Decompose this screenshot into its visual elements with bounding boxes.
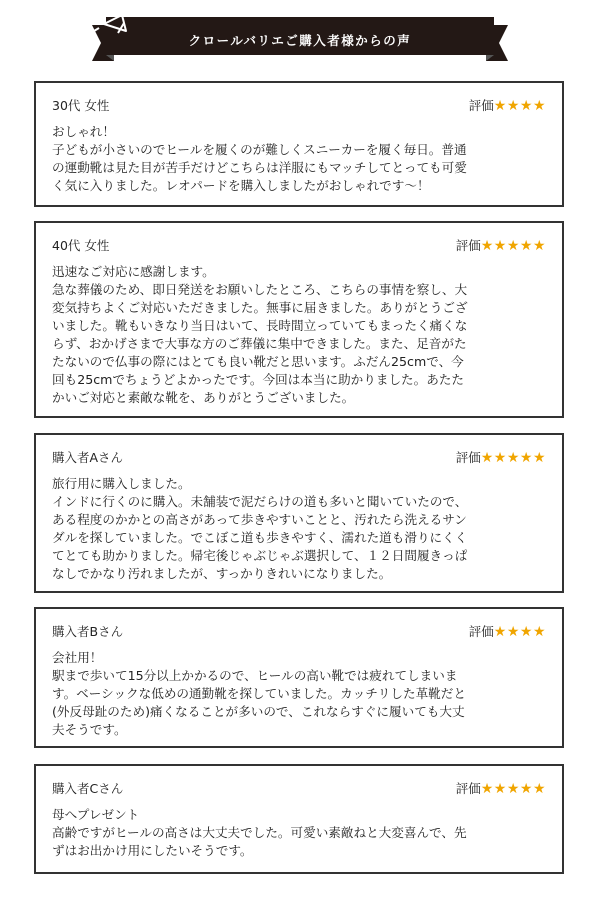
review-line: なしでかなり汚れましたが、すっかりきれいになりました。 [52,566,392,581]
star-rating-icon: ★★★★★ [480,781,546,797]
star-rating-icon: ★★★★ [493,624,546,640]
rating [456,236,546,254]
review-text [52,649,550,739]
rating-label: 評価 [455,238,481,253]
review-headline: 会社用！ [52,650,103,665]
review-line: たないので仏事の際にはとても良い靴だと思います。ふだん25cmで、今 [52,354,464,369]
reviewer-name: 購入者Bさん [52,624,124,639]
review-text [52,806,550,860]
review-card [34,81,564,207]
review-text [52,123,550,195]
review-card [34,433,564,593]
review-card [34,221,564,418]
review-card [34,764,564,874]
section-banner [92,11,508,67]
star-rating-icon: ★★★★ [493,98,546,114]
review-headline: おしゃれ！ [52,124,115,139]
review-text [52,475,550,583]
review-line: の運動靴は見た目が苦手だけどこちらは洋服にもマッチしてとっても可愛 [52,160,467,175]
rating-label: 評価 [455,450,481,465]
review-line: く気に入りました。レオパードを購入しましたがおしゃれです～！ [52,178,430,193]
review-line: かいご対応と素敵な靴を、ありがとうございました。 [52,390,355,405]
rating-label: 評価 [468,98,494,113]
rating [469,622,546,640]
review-text [52,263,550,407]
review-line: ずはお出かけ用にしたいそうです。 [52,843,253,858]
review-line: 夫そうです。 [52,722,127,737]
rating-label: 評価 [468,624,494,639]
rating [456,779,546,797]
review-line: ある程度のかかとの高さがあって歩きやすいことと、汚れたら洗えるサン [52,512,467,527]
review-line: 回も25cmでちょうどよかったです。今回は本当に助かりました。あたた [52,372,465,387]
reviewer-name: 30代 女性 [52,98,110,113]
reviewer-name: 購入者Cさん [52,781,124,796]
review-line: 高齢ですがヒールの高さは大丈夫でした。可愛い素敵ねと大変喜んで、先 [52,825,467,840]
banner-title: クロールバリエご購入者様からの声 [188,33,412,48]
review-line: インドに行くのに購入。未舗装で泥だらけの道も多いと聞いていたので、 [52,494,468,509]
review-line: ダルを探していました。でこぼこ道も歩きやすく、濡れた道も滑りにくく [52,530,468,545]
rating [469,96,546,114]
review-headline: 母へプレゼント [52,807,140,822]
review-line: 急な葬儀のため、即日発送をお願いしたところ、こちらの事情を察し、大 [52,282,468,297]
review-headline: 迅速なご対応に感謝します。 [52,264,215,279]
review-headline: 旅行用に購入しました。 [52,476,191,491]
megaphone-icon [92,11,132,35]
review-line: 変気持ちよくご対応いただきました。無事に届きました。ありがとうござ [52,300,468,315]
review-line: いました。靴もいきなり当日はいて、長時間立っていてもまったく痛くな [52,318,468,333]
review-line: 駅まで歩いて15分以上かかるので、ヒールの高い靴では疲れてしまいま [52,668,458,683]
star-rating-icon: ★★★★★ [480,450,546,466]
reviewer-name: 購入者Aさん [52,450,124,465]
review-line: 子どもが小さいのでヒールを履くのが難しくスニーカーを履く毎日。普通 [52,142,467,157]
review-card [34,607,564,748]
review-line: す。ベーシックな低めの通勤靴を探していました。カッチリした革靴だと [52,686,466,701]
star-rating-icon: ★★★★★ [480,238,546,254]
rating [456,448,546,466]
rating-label: 評価 [455,781,481,796]
reviewer-name: 40代 女性 [52,238,110,253]
review-line: らず、おかげさまで大事な方のご葬儀に集中できました。また、足音がた [52,336,467,351]
review-line: てとても助かりました。帰宅後じゃぶじゃぶ選択して、１２日間履きっぱ [52,548,468,563]
review-line: (外反母趾のため)痛くなることが多いので、これならすぐに履いても大丈 [52,704,465,719]
